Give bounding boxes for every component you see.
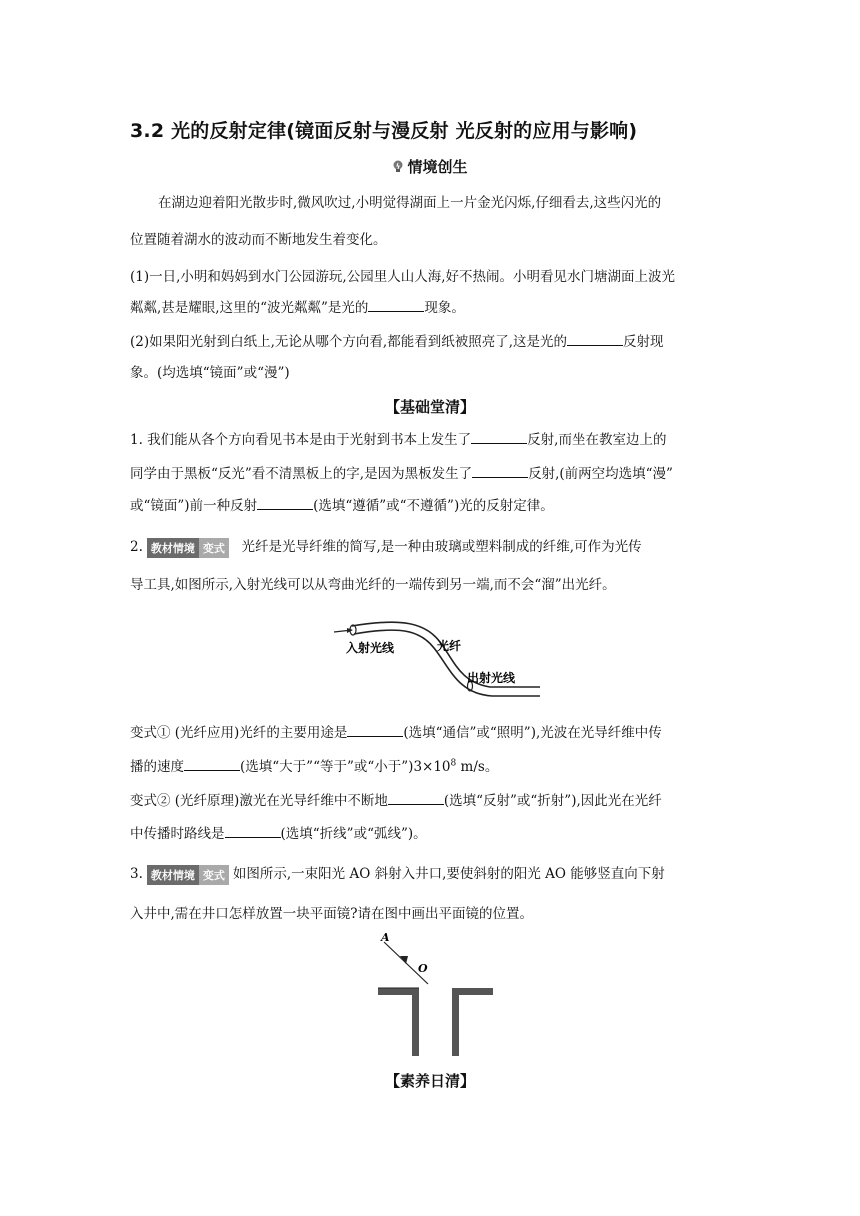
basic-q3-line2: 入井中,需在井口怎样放置一块平面镜?请在图中画出平面镜的位置。: [130, 906, 534, 922]
badge-variant: 变式: [199, 865, 229, 885]
scenario-q1-line1: (1)一日,小明和妈妈到水门公园游玩,公园里人山人海,好不热闹。小明看见水门塘湖面上波光: [130, 269, 675, 285]
optical-fiber-figure: [330, 612, 540, 702]
basic-q2-line2: 导工具,如图所示,入射光线可以从弯曲光纤的一端传到另一端,而不会“溜”出光纤。: [130, 577, 616, 593]
answer-blank[interactable]: [225, 825, 281, 838]
textbook-variant-badge: [147, 538, 229, 558]
basic-q3-line1: [130, 862, 735, 885]
exponent: 8: [450, 758, 457, 769]
variant-1-line2: [130, 755, 735, 775]
answer-blank[interactable]: [567, 333, 623, 346]
q1-text-4: 反射,(前两空均选填“漫”: [528, 466, 673, 482]
scenario-heading: [0, 156, 860, 177]
q3-text: 如图所示,一束阳光 AO 斜射入井口,要使斜射的阳光 AO 能够竖直向下射: [232, 866, 665, 882]
answer-blank[interactable]: [257, 497, 313, 510]
scenario-intro-1: 在湖边迎着阳光散步时,微风吹过,小明觉得湖面上一片金光闪烁,仔细看去,这些闪光的: [158, 195, 662, 211]
point-A-label: A: [381, 931, 390, 944]
scenario-q1-line2: [130, 296, 735, 316]
answer-blank[interactable]: [347, 724, 403, 737]
answer-blank[interactable]: [471, 431, 527, 444]
scenario-q1-text: 粼粼,甚是耀眼,这里的“波光粼粼”是光的: [130, 300, 369, 316]
answer-blank[interactable]: [368, 299, 424, 312]
q1-text-3: 同学由于黑板“反光”看不清黑板上的字,是因为黑板发生了: [130, 466, 473, 482]
variant-2-line1: [130, 789, 735, 809]
variant-1-text-2: (选填“通信”或“照明”),光波在光导纤维中传: [403, 725, 662, 741]
literacy-heading: 【素养日清】: [384, 1072, 475, 1090]
q1-text-2: 反射,而坐在教室边上的: [527, 432, 667, 448]
fiber-label: 光纤: [437, 639, 462, 653]
well-right-wall: [452, 988, 493, 1056]
variant-1-unit: m/s。: [456, 759, 499, 775]
well-figure: [372, 928, 497, 1056]
variant-1-text-3: 播的速度: [130, 759, 184, 775]
textbook-variant-badge: [147, 865, 229, 885]
scenario-q2-line1: [130, 330, 735, 350]
point-O-label: O: [418, 962, 428, 975]
scenario-intro-2: 位置随着湖水的波动而不断地发生着变化。: [130, 232, 387, 248]
fiber-out-label: 出射光线: [467, 671, 516, 685]
badge-textbook: 教材情境: [147, 538, 199, 558]
scenario-q2-text: (2)如果阳光射到白纸上,无论从哪个方向看,都能看到纸被照亮了,这是光的: [130, 334, 567, 350]
q2-number: 2.: [130, 539, 143, 555]
answer-blank[interactable]: [388, 792, 444, 805]
lightbulb-icon: [392, 160, 404, 174]
well-left-wall: [378, 988, 419, 1056]
variant-1-text-4: (选填“大于”“等于”或“小于”)3×10: [240, 759, 451, 775]
scenario-q2-line2: 象。(均选填“镜面”或“漫”): [130, 365, 290, 381]
page-title: 3.2 光的反射定律(镜面反射与漫反射 光反射的应用与影响): [130, 120, 638, 142]
scenario-heading-text: 情境创生: [407, 158, 468, 176]
q1-text-5: 或“镜面”)前一种反射: [130, 498, 258, 514]
variant-1-text: 变式① (光纤应用)光纤的主要用途是: [130, 725, 348, 741]
variant-1-line1: [130, 721, 735, 741]
variant-2-text: 变式② (光纤原理)激光在光导纤维中不断地: [130, 793, 388, 809]
q3-number: 3.: [130, 866, 143, 882]
basic-q1-line3: [130, 494, 735, 514]
badge-textbook: 教材情境: [147, 865, 199, 885]
q1-text-6: (选填“遵循”或“不遵循”)光的反射定律。: [313, 498, 554, 514]
variant-2-line2: [130, 822, 735, 842]
variant-2-text-2: (选填“反射”或“折射”),因此光在光纤: [443, 793, 662, 809]
q2-text: 光纤是光导纤维的简写,是一种由玻璃或塑料制成的纤维,可作为光传: [241, 539, 642, 555]
basic-q2-line1: [130, 535, 735, 558]
answer-blank[interactable]: [184, 758, 240, 771]
scenario-q2-tail: 反射现: [623, 334, 664, 350]
basic-heading: 【基础堂清】: [384, 398, 475, 416]
fiber-in-label: 入射光线: [346, 641, 395, 655]
variant-2-text-4: (选填“折线”或“弧线”)。: [280, 826, 427, 842]
basic-q1-line2: [130, 462, 735, 482]
q1-text: 1. 我们能从各个方向看见书本是由于光射到书本上发生了: [130, 432, 472, 448]
arrow-icon: [400, 956, 408, 964]
basic-q1-line1: [130, 428, 735, 448]
variant-2-text-3: 中传播时路线是: [130, 826, 225, 842]
badge-variant: 变式: [199, 538, 229, 558]
answer-blank[interactable]: [472, 465, 528, 478]
scenario-q1-tail: 现象。: [424, 300, 465, 316]
